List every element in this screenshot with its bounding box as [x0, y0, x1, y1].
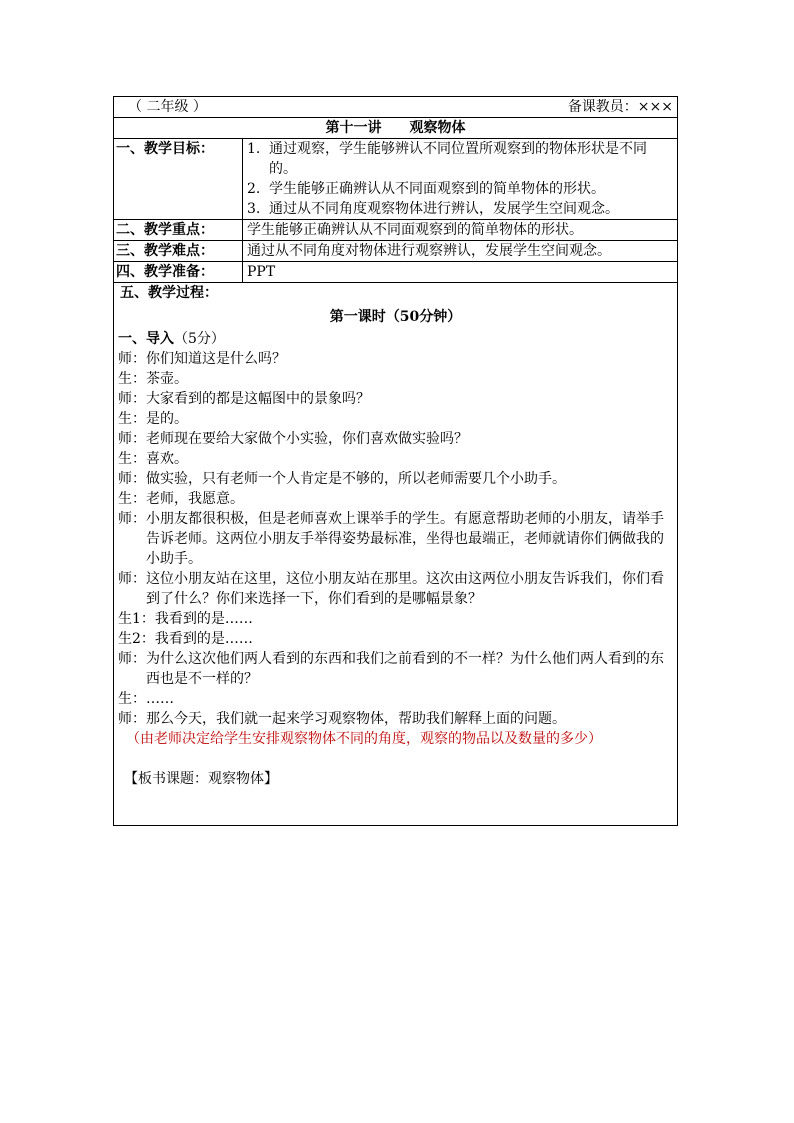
section-heading	[118, 329, 673, 349]
dialogue-line	[118, 689, 673, 709]
lesson-title: 第十一讲 观察物体	[114, 118, 678, 139]
speaker-label: 师：	[118, 651, 146, 667]
dialogue-text: 那么今天，我们就一起来学习观察物体，帮助我们解释上面的问题。	[146, 711, 566, 727]
key-point-row	[114, 220, 678, 241]
section-title: 一、导入	[118, 331, 174, 347]
dialogue-line	[118, 489, 673, 509]
goals-row	[114, 139, 678, 220]
speaker-label: 生：	[118, 691, 146, 707]
dialogue-line	[118, 709, 673, 729]
speaker-label: 生1：	[118, 611, 155, 627]
dialogue-text: 我看到的是……	[154, 631, 253, 647]
grade-label: （ 二年级 ）	[128, 99, 207, 115]
dialogue-text: 为什么这次他们两人看到的东西和我们之前看到的不一样？为什么他们两人看到的东西也是不一样的？	[146, 651, 664, 687]
key-point-label: 二、教学重点：	[114, 220, 243, 241]
dialogue-line	[118, 469, 673, 489]
speaker-label: 生2：	[118, 631, 155, 647]
dialogue-text: 小朋友都很积极，但是老师喜欢上课举手的学生。有愿意帮助老师的小朋友，请举手告诉老师。这两位小朋友手举得姿势最标准，坐得也最端正，老师就请你们俩做我的小助手。	[146, 511, 664, 567]
dialogue-text: 大家看到的都是这幅图中的景象吗？	[146, 391, 370, 407]
dialogue-text: 你们知道这是什么吗？	[146, 351, 286, 367]
speaker-label: 生：	[118, 371, 146, 387]
goals-list	[243, 139, 678, 220]
dialogue-text: 做实验，只有老师一个人肯定是不够的，所以老师需要几个小助手。	[146, 471, 566, 487]
difficulty-text: 通过从不同角度对物体进行观察辨认，发展学生空间观念。	[243, 241, 678, 262]
process-row	[114, 283, 678, 826]
teacher-note: （由老师决定给学生安排观察物体不同的角度，观察的物品以及数量的多少）	[126, 731, 602, 747]
goal-item	[247, 139, 673, 179]
dialogue-line	[118, 569, 673, 609]
speaker-label: 师：	[118, 431, 146, 447]
header-row	[114, 97, 678, 118]
goal-number: 3.	[247, 201, 261, 217]
dialogue-line	[118, 649, 673, 689]
dialogue-line	[118, 509, 673, 569]
goal-item	[247, 179, 673, 199]
goal-text: 学生能够正确辨认从不同面观察到的简单物体的形状。	[269, 181, 605, 197]
speaker-label: 生：	[118, 411, 146, 427]
dialogue-list	[118, 349, 673, 729]
lesson-plan-table	[113, 96, 678, 826]
dialogue-text: 是的。	[146, 411, 188, 427]
speaker-label: 师：	[118, 471, 146, 487]
process-label: 五、教学过程：	[120, 285, 218, 301]
goal-number: 2.	[247, 181, 261, 197]
difficulty-row	[114, 241, 678, 262]
dialogue-text: 老师现在要给大家做个小实验，你们喜欢做实验吗？	[146, 431, 468, 447]
dialogue-text: 我看到的是……	[154, 611, 253, 627]
dialogue-text: 老师，我愿意。	[146, 491, 244, 507]
teacher-label: 备课教员：×××	[567, 99, 674, 115]
board-title: 【板书课题：观察物体】	[124, 771, 278, 787]
dialogue-line	[118, 629, 673, 649]
goal-item	[247, 199, 673, 219]
goals-label: 一、教学目标：	[114, 139, 243, 220]
speaker-label: 师：	[118, 351, 146, 367]
prep-text: PPT	[243, 262, 678, 283]
difficulty-label: 三、教学难点：	[114, 241, 243, 262]
dialogue-line	[118, 369, 673, 389]
lesson-session-title: 第一课时（50分钟）	[329, 309, 462, 325]
title-row	[114, 118, 678, 139]
dialogue-line	[118, 429, 673, 449]
section-time: （5分）	[174, 331, 225, 347]
speaker-label: 生：	[118, 491, 146, 507]
speaker-label: 师：	[118, 511, 146, 527]
dialogue-line	[118, 409, 673, 429]
prep-row	[114, 262, 678, 283]
dialogue-line	[118, 609, 673, 629]
key-point-text: 学生能够正确辨认从不同面观察到的简单物体的形状。	[243, 220, 678, 241]
prep-label: 四、教学准备：	[114, 262, 243, 283]
dialogue-line	[118, 389, 673, 409]
speaker-label: 生：	[118, 451, 146, 467]
dialogue-text: 茶壶。	[146, 371, 188, 387]
speaker-label: 师：	[118, 571, 146, 587]
goal-text: 通过观察，学生能够辨认不同位置所观察到的物体形状是不同的。	[269, 141, 647, 177]
speaker-label: 师：	[118, 711, 146, 727]
dialogue-line	[118, 349, 673, 369]
goal-number: 1.	[247, 141, 261, 157]
goal-text: 通过从不同角度观察物体进行辨认，发展学生空间观念。	[269, 201, 619, 217]
dialogue-text: ……	[146, 691, 174, 707]
speaker-label: 师：	[118, 391, 146, 407]
dialogue-text: 喜欢。	[146, 451, 188, 467]
process-cell	[114, 283, 678, 826]
dialogue-text: 这位小朋友站在这里，这位小朋友站在那里。这次由这两位小朋友告诉我们，你们看到了什么？你们来选择一下，你们看到的是哪幅景象？	[146, 571, 664, 607]
dialogue-line	[118, 449, 673, 469]
